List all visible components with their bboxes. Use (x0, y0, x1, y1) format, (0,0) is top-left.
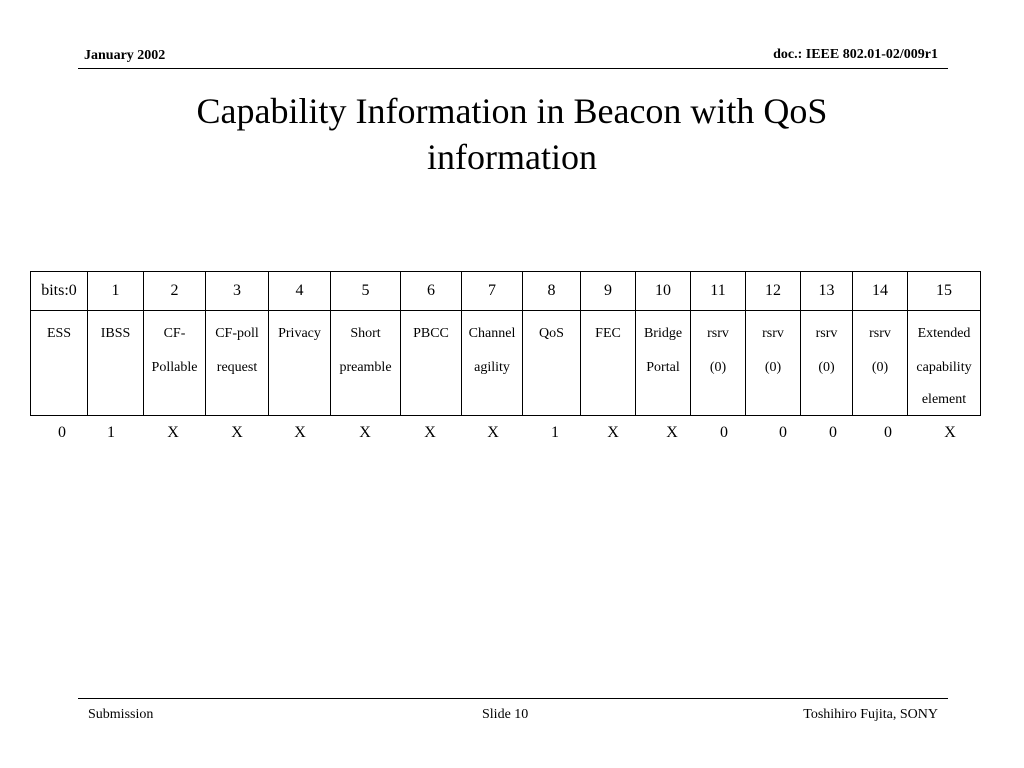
bit-value: X (231, 424, 243, 441)
bit-field-label-line: request (216, 360, 258, 375)
bit-field-label-line: preamble (339, 360, 392, 375)
bit-value: 1 (551, 424, 559, 441)
bit-number-cell: 10 (636, 272, 691, 311)
bit-field-cell (746, 311, 801, 416)
bit-number-cell: 9 (581, 272, 636, 311)
bit-field-label-line: QoS (539, 326, 564, 341)
bit-value: X (294, 424, 306, 441)
bit-number-cell: bits:0 (31, 272, 88, 311)
bit-field-cell (636, 311, 691, 416)
footer-divider (78, 698, 948, 699)
bit-field-cell (269, 311, 331, 416)
bit-number-cell: 7 (462, 272, 523, 311)
bit-field-cell (523, 311, 581, 416)
footer-submission: Submission (88, 707, 154, 722)
bit-field-label-line: Short (350, 326, 381, 341)
bit-value: 0 (829, 424, 837, 441)
bit-value: 0 (58, 424, 66, 441)
bit-field-label-line: element (921, 392, 967, 407)
bit-number-cell: 8 (523, 272, 581, 311)
bit-field-cell (908, 311, 981, 416)
bit-values-row (0, 424, 1024, 448)
bit-field-label-line: Channel (468, 326, 516, 341)
bit-number-cell: 3 (206, 272, 269, 311)
slide-title (112, 88, 912, 180)
bit-value: X (487, 424, 499, 441)
header-doc-id: doc.: IEEE 802.01-02/009r1 (773, 47, 938, 62)
bit-field-label-line: CF-poll (215, 326, 259, 341)
bit-field-label-line: rsrv (815, 326, 838, 341)
bit-field-label-line: Portal (646, 360, 680, 375)
bit-field-label-line: (0) (764, 360, 782, 375)
bit-field-label-line: CF- (163, 326, 186, 341)
bit-value: 0 (720, 424, 728, 441)
bit-number-cell: 12 (746, 272, 801, 311)
bit-value: 0 (779, 424, 787, 441)
bit-number-cell: 2 (144, 272, 206, 311)
bit-number-cell: 13 (801, 272, 853, 311)
bit-number-row (31, 272, 981, 311)
bit-number-cell: 6 (401, 272, 462, 311)
bit-field-cell (401, 311, 462, 416)
bit-field-cell (144, 311, 206, 416)
bit-field-label-line: rsrv (707, 326, 729, 341)
bit-field-label-line: ESS (46, 326, 72, 341)
bit-field-label-line: (0) (709, 360, 727, 375)
bit-field-cell (581, 311, 636, 416)
bit-field-label-line: Bridge (643, 326, 683, 341)
bit-field-cell (691, 311, 746, 416)
bit-value: X (167, 424, 179, 441)
bit-field-label-line: rsrv (762, 326, 784, 341)
bit-field-label-line: capability (916, 360, 972, 375)
bit-field-cell (853, 311, 908, 416)
bit-field-label-line: Privacy (278, 326, 321, 341)
bit-field-label-line: (0) (818, 360, 835, 375)
bit-field-label-line: Extended (917, 326, 971, 341)
bit-value: X (607, 424, 619, 441)
bit-number-cell: 1 (88, 272, 144, 311)
bit-field-cell (206, 311, 269, 416)
bit-field-label-line: agility (474, 360, 510, 375)
bit-number-cell: 5 (331, 272, 401, 311)
bit-field-cell (31, 311, 88, 416)
bit-value: X (666, 424, 678, 441)
bit-number-cell: 15 (908, 272, 981, 311)
bit-number-cell: 14 (853, 272, 908, 311)
bit-field-label-line: PBCC (413, 326, 449, 341)
slide-title-line-1: Capability Information in Beacon with QoS (196, 91, 828, 131)
bit-field-cell (88, 311, 144, 416)
bit-number-cell: 4 (269, 272, 331, 311)
capability-bit-table (30, 271, 981, 416)
footer-author: Toshihiro Fujita, SONY (803, 707, 938, 722)
bit-value: 1 (107, 424, 115, 441)
header-divider (78, 68, 948, 69)
bit-field-label-line: (0) (871, 360, 889, 375)
bit-field-cell (801, 311, 853, 416)
bit-field-cell (462, 311, 523, 416)
bit-number-cell: 11 (691, 272, 746, 311)
footer-slide-number: Slide 10 (482, 707, 529, 722)
bit-field-label-line: Pollable (151, 360, 198, 375)
bit-value: 0 (884, 424, 892, 441)
bit-value: X (359, 424, 371, 441)
bit-value: X (944, 424, 956, 441)
bit-field-label-line: rsrv (869, 326, 891, 341)
header-date: January 2002 (84, 48, 166, 63)
bit-field-cell (331, 311, 401, 416)
bit-field-label-line: IBSS (100, 326, 131, 341)
slide-title-line-2: information (427, 137, 597, 177)
bit-value: X (424, 424, 436, 441)
bit-field-label-line: FEC (595, 326, 621, 341)
bit-field-row (31, 311, 981, 416)
